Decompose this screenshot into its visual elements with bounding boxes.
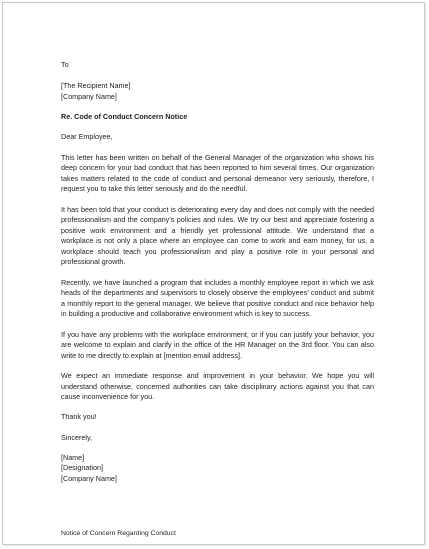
to-label: To [61, 60, 69, 69]
recipient-company: [Company Name] [61, 91, 117, 101]
closing-line: Sincerely, [61, 432, 93, 442]
recipient-name: [The Recipient Name] [61, 81, 131, 91]
paragraph-5: We expect an immediate response and improvement in your behavior. We hope you will understand otherwise, concerned authorities can take disciplinary actions against you that can cause inconvenience for you. [61, 371, 374, 402]
sender-designation: [Designation] [61, 463, 103, 473]
paragraph-2: It has been told that your conduct is deteriorating every day and does not comply with the needed professionalism and the company’s policies and rules. We try our best and appreciate fostering a positive work environment and a friendly yet professional attitude. We understand that a workplace is not only a place where an employee can come to work and earn money, for us, a workplace should teach you professionalism and play a positive role in your personal and professional growth. [61, 204, 374, 267]
page-footer: Notice of Concern Regarding Conduct [61, 530, 176, 537]
sender-name: [Name] [61, 452, 85, 462]
sender-company: [Company Name] [61, 473, 117, 483]
paragraph-3: Recently, we have launched a program that includes a monthly employee report in which we ask heads of the departments and supervisors to closely observe the employees’ conduct and submit a monthly report to the general manager. We believe that positive conduct and nice behavior help in building a productive and collaborative environment which is key to success. [61, 277, 374, 319]
paragraph-1: This letter has been written on behalf of the General Manager of the organization who shows his deep concern for your bad conduct that has been reported to him several times. Our organization takes matters related to the code of conduct and personal demeanor very seriously, therefore, I request you to take this letter seriously and do the needful. [61, 152, 374, 194]
letter-page [2, 2, 425, 545]
salutation: Dear Employee, [61, 132, 113, 142]
subject-line: Re. Code of Conduct Concern Notice [61, 112, 188, 122]
letter-body [61, 60, 374, 485]
paragraph-4: If you have any problems with the workplace environment, or if you can justify your behavior, you are welcome to explain and clarify in the office of the HR Manager on the 3rd floor. You can also write to me directly to explain at [mention email address]. [61, 329, 374, 360]
thanks-line: Thank you! [61, 412, 97, 422]
